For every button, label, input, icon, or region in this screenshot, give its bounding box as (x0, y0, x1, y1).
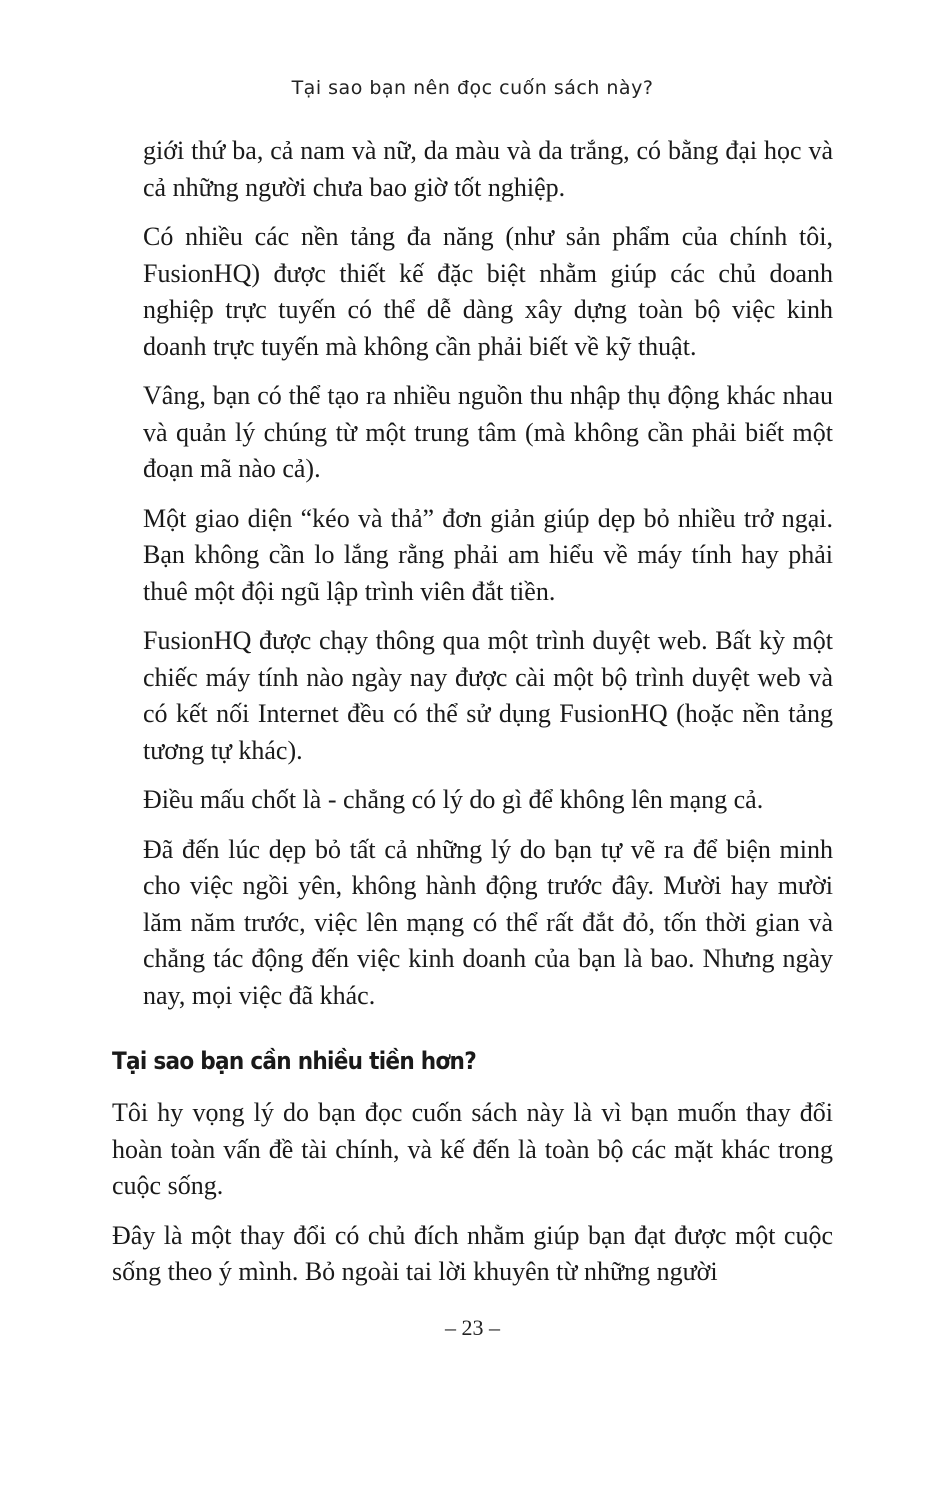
page-number: – 23 – (445, 1315, 500, 1340)
paragraph: Có nhiều các nền tảng đa năng (như sản phẩm của chính tôi, FusionHQ) được thiết kế đặc biệt nhằm giúp các chủ doanh nghiệp trực tuyến có thể dễ dàng xây dựng toàn bộ việc kinh doanh trực tuyến mà không cần phải biết về kỹ thuật. (143, 222, 833, 361)
paragraph: Điều mấu chốt là - chẳng có lý do gì để không lên mạng cả. (143, 785, 764, 814)
paragraph: Tôi hy vọng lý do bạn đọc cuốn sách này là vì bạn muốn thay đổi hoàn toàn vấn đề tài chính, và kế đến là toàn bộ các mặt khác trong cuộc sống. (112, 1098, 833, 1200)
paragraph: Vâng, bạn có thể tạo ra nhiều nguồn thu nhập thụ động khác nhau và quản lý chúng từ một trung tâm (mà không cần phải biết một đoạn mã nào cả). (143, 381, 833, 483)
body-text (143, 133, 833, 1027)
paragraph: FusionHQ được chạy thông qua một trình duyệt web. Bất kỳ một chiếc máy tính nào ngày nay được cài một bộ trình duyệt web và có kết nối Internet đều có thể sử dụng FusionHQ (hoặc nền tảng tương tự khác). (143, 626, 833, 765)
paragraph: Đây là một thay đổi có chủ đích nhằm giúp bạn đạt được một cuộc sống theo ý mình. Bỏ ngoài tai lời khuyên từ những người (112, 1220, 833, 1286)
paragraph: giới thứ ba, cả nam và nữ, da màu và da trắng, có bằng đại học và cả những người chưa bao giờ tốt nghiệp. (143, 136, 833, 202)
paragraph: Đã đến lúc dẹp bỏ tất cả những lý do bạn tự vẽ ra để biện minh cho việc ngồi yên, không hành động trước đây. Mười hay mười lăm năm trước, việc lên mạng có thể rất đắt đỏ, tốn thời gian và chẳng tác động đến việc kinh doanh của bạn là bao. Nhưng ngày nay, mọi việc đã khác. (143, 834, 833, 1010)
paragraph: Một giao diện “kéo và thả” đơn giản giúp dẹp bỏ nhiều trở ngại. Bạn không cần lo lắng rằng phải am hiểu về máy tính hay phải thuê một đội ngũ lập trình viên đắt tiền. (143, 503, 833, 606)
section-heading: Tại sao bạn cần nhiều tiền hơn? (112, 1047, 477, 1075)
section (112, 1043, 833, 1304)
running-header: Tại sao bạn nên đọc cuốn sách này? (291, 77, 654, 99)
